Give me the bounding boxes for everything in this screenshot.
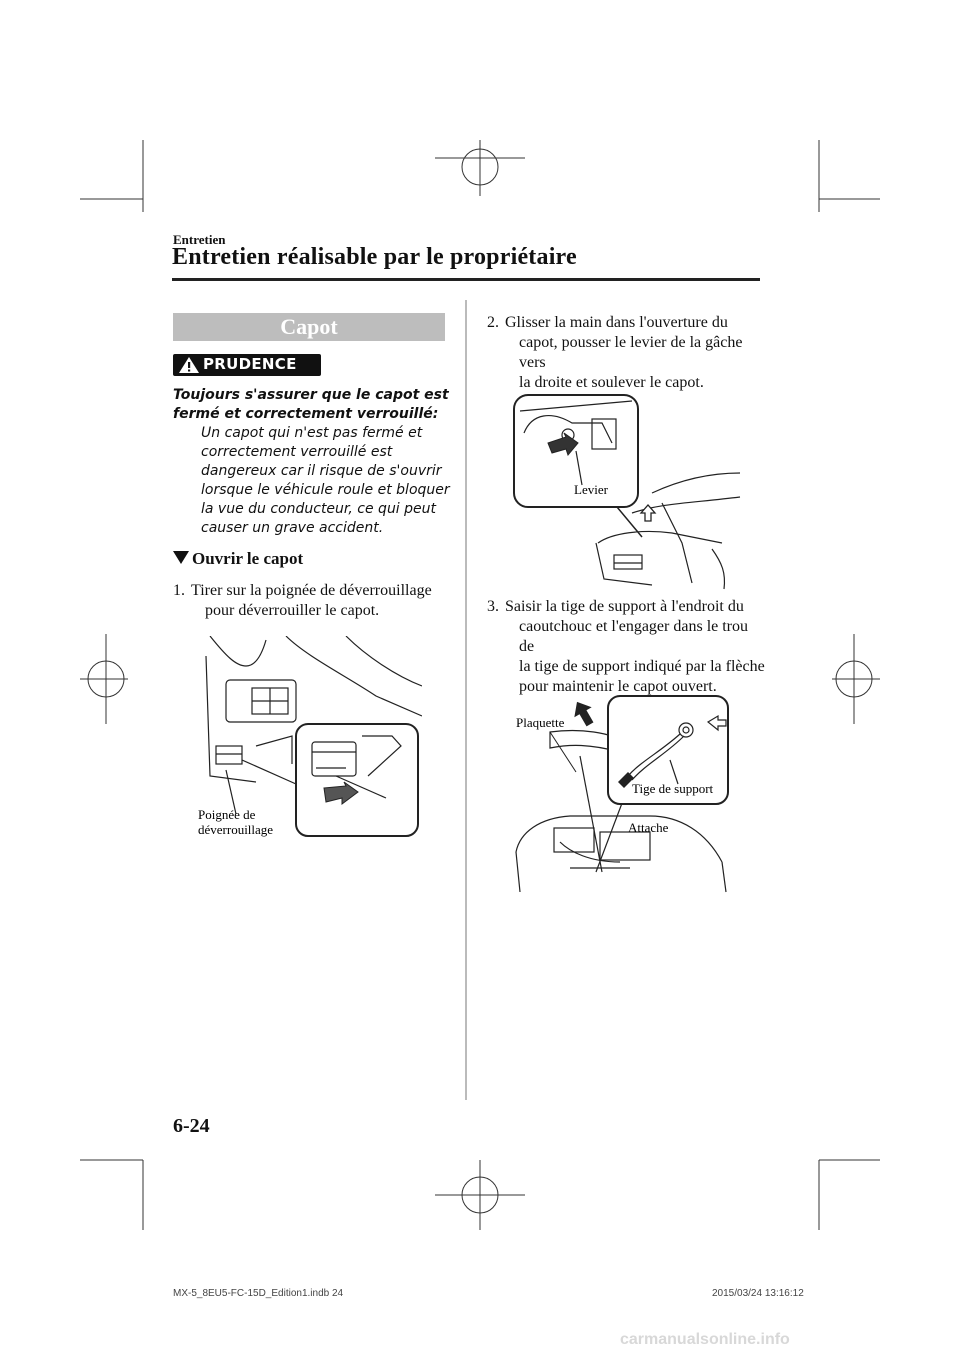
warning-body: Un capot qui n'est pas fermé et correctement verrouillé est dangereux car il risque de s'ouvrir lorsque le véhicule roule et bloquer la vue du conducteur, ce qui peut causer un grave accident. <box>201 425 450 536</box>
footer-file: MX-5_8EU5-FC-15D_Edition1.indb 24 <box>173 1288 344 1299</box>
fig1-label-line1: Poignée de <box>198 807 256 822</box>
fig1-label-line2: déverrouillage <box>198 822 274 837</box>
figure-support-rod <box>510 692 732 897</box>
watermark: carmanualsonline.info <box>620 1331 790 1348</box>
footer-date: 2015/03/24 13:16:12 <box>712 1288 804 1299</box>
fig3-label-attache: Attache <box>628 820 669 835</box>
subsection-heading-text: Ouvrir le capot <box>192 549 304 568</box>
step-line: pour déverrouiller le capot. <box>205 602 380 619</box>
triangle-down-icon <box>173 551 189 564</box>
figure-release-handle <box>196 636 422 841</box>
step-line: capot, pousser le levier de la gâche vers <box>519 334 743 371</box>
caution-badge <box>173 354 321 376</box>
figure-hood-lever <box>512 393 746 593</box>
step-line: Glisser la main dans l'ouverture du <box>505 314 728 331</box>
fig3-label-plaquette: Plaquette <box>516 715 565 730</box>
step-line: Saisir la tige de support à l'endroit du <box>505 598 744 615</box>
step-number: 1. <box>173 582 185 599</box>
fig2-label: Levier <box>574 482 608 497</box>
section-label: Entretien <box>173 232 226 247</box>
step-number: 2. <box>487 314 499 331</box>
warning-lead: Toujours s'assurer que le capot est fermé et correctement verrouillé: <box>173 387 449 422</box>
step-line: pour maintenir le capot ouvert. <box>519 678 717 695</box>
page-number: 6-24 <box>173 1115 210 1137</box>
step-line: la tige de support indiqué par la flèche <box>519 658 765 675</box>
step-2 <box>487 313 767 391</box>
caution-label: PRUDENCE <box>203 355 297 373</box>
warning-triangle-icon <box>178 356 200 374</box>
fig3-label-tige: Tige de support <box>632 781 714 796</box>
step-number: 3. <box>487 598 499 615</box>
capot-heading: Capot <box>173 313 445 341</box>
step-1 <box>173 581 445 625</box>
page-title: Entretien réalisable par le propriétaire <box>172 244 577 270</box>
title-rule <box>172 278 760 281</box>
step-line: Tirer sur la poignée de déverrouillage <box>191 582 432 599</box>
step-line: caoutchouc et l'engager dans le trou de <box>519 618 749 655</box>
subsection-heading <box>173 549 303 569</box>
step-line: la droite et soulever le capot. <box>519 374 704 391</box>
step-3 <box>487 597 767 695</box>
